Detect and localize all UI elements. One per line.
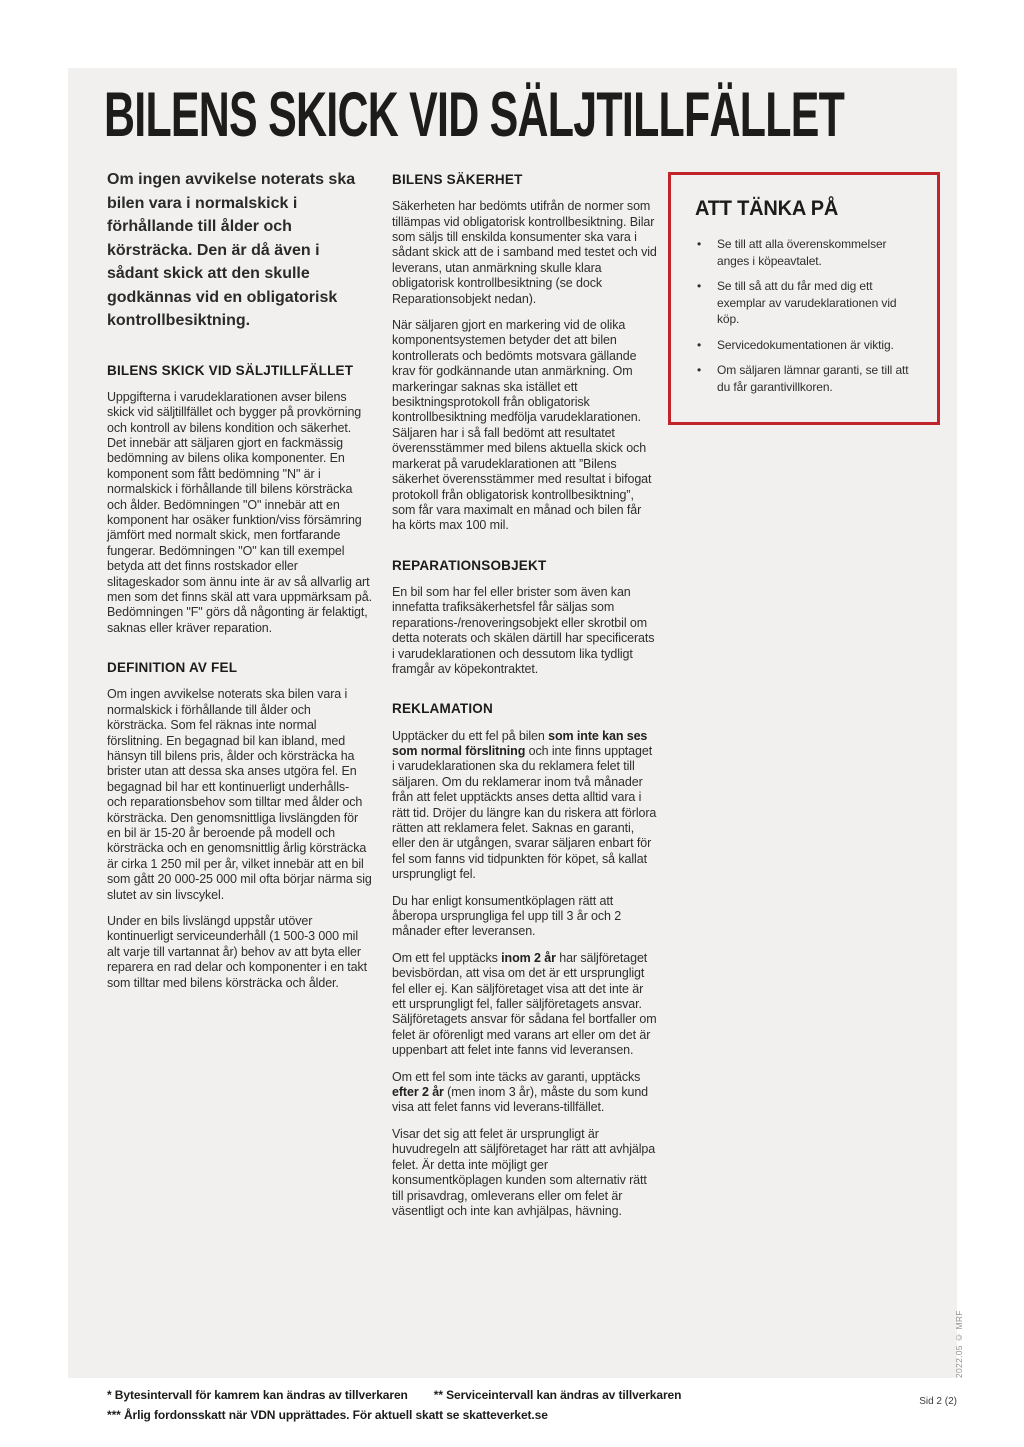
page-title: BILENS SKICK VID SÄLJTILLFÄLLET <box>104 79 845 150</box>
bullet-icon: • <box>697 337 702 352</box>
text-segment: (men inom 3 år), måste du som kund visa att felet fanns vid leverans-tillfället. <box>392 1085 649 1115</box>
reklamation-paragraph-1 <box>392 729 657 883</box>
footnote-line-2 <box>107 1405 857 1425</box>
list-item-text: Om säljaren lämnar garanti, se till att du får garantivillkoren. <box>717 363 909 394</box>
text-segment: har säljföretaget bevisbördan, att visa om det är ett ursprungligt fel eller ej. Kan säljföretaget visa att det inte är ett ursprungligt fel, faller säljföretagets ansvar. Säljföretagets ansvar för sådana fel bortfaller om felet är oförenligt med varans art eller om det är uppenbart att felet inte fanns vid leveransen. <box>392 950 657 1058</box>
list-item <box>695 362 913 395</box>
reklamation-paragraph-2: Du har enligt konsumentköplagen rätt att åberopa ursprungliga fel upp till 3 år och 2 månader efter leveransen. <box>392 893 622 939</box>
section-heading-reklamation: REKLAMATION <box>392 701 493 717</box>
list-item-text: Se till så att du får med dig ett exemplar av varudeklarationen vid köp. <box>717 279 897 326</box>
section-heading-skick: BILENS SKICK VID SÄLJTILLFÄLLET <box>107 362 354 378</box>
left-column <box>107 168 372 1002</box>
bold-text-segment: efter 2 år <box>392 1085 444 1100</box>
bullet-icon: • <box>697 363 702 377</box>
definition-paragraph-1: Om ingen avvikelse noterats ska bilen vara i normalskick i förhållande till ålder och körsträcka. Som fel räknas inte normal förslitning. En begagnad bil kan ibland, med hänsyn till bilens pris, ålder och körsträcka ha brister utan att dessa ska anses utgöra fel. En begagnad bil har ett kontinuerligt underhålls- och reparationsbehov som tilltar med ålder och körsträcka. Den genomsnittliga livslängden för en bil är 15-20 år beroende på modell och körsträcka och en genomsnittlig årlig körsträcka är cirka 1 250 mil per år, vilket innebär att en bil som gått 20 000-25 000 mil ofta börjar närma sig slutet av sin livscykel. <box>107 687 372 902</box>
text-segment: och inte finns upptaget i varudeklarationen ska du reklamera felet till säljaren. Om du reklamerar inom två månader från att felet upptäckts anses detta alltid vara i rätt tid. Dröjer du längre kan du riskera att förlora rätten att reklamera felet. Saknas en garanti, eller den är utgången, svarar säljaren enbart för fel som fanns vid tidpunkten för köpet, så kallat ursprungligt fel. <box>392 743 657 882</box>
page-number: Sid 2 (2) <box>919 1396 957 1407</box>
reklamation-paragraph-4 <box>392 1070 657 1116</box>
definition-paragraph-2: Under en bils livslängd uppstår utöver kontinuerligt serviceunderhåll (1 500-3 000 mil alt varje till vartannat år) behov av att byta eller reparera en rad delar och komponenter i en takt som tilltar med bilens körsträcka och ålder. <box>107 914 368 990</box>
bold-text-segment: inom 2 år <box>501 950 556 965</box>
att-tanka-pa-callout-box <box>668 172 940 425</box>
list-item-text: Servicedokumentationen är viktig. <box>717 337 894 352</box>
list-item-text: Se till att alla överenskommelser anges i köpeavtalet. <box>717 237 887 268</box>
footnote-fordonsskatt: *** Årlig fordonsskatt när VDN upprättades. För aktuell skatt se skatteverket.se <box>107 1408 548 1422</box>
sakerhet-paragraph-2: När säljaren gjort en markering vid de olika komponentsystemen betyder det att bilen kontrollerats och bedömts motsvara gällande krav för godkännande utan anmärkning. Om markeringar saknas ska istället ett besiktningsprotokoll från obligatorisk kontrollbesiktning medfölja varudeklarationen. Säljaren har i så fall bedömt att resultatet överensstämmer med bilens aktuella skick och markerat på varudeklarationen att ”Bilens säkerhet överensstämmer med resultat i bifogat protokoll från obligatorisk kontrollbesiktning”, som får vara maximalt en månad och bilen får ha körts max 100 mil. <box>392 318 652 533</box>
bullet-icon: • <box>697 279 702 293</box>
intro-paragraph: Om ingen avvikelse noterats ska bilen vara i normalskick i förhållande till ålder och körsträcka. Den är då även i sådant skick att den skulle godkännas vid en obligatorisk kontrollbesiktning. <box>107 171 356 329</box>
reklamation-paragraph-5: Visar det sig att felet är ursprungligt är huvudregeln att säljföretaget har rätt att avhjälpa felet. Är detta inte möjligt ger konsumentköplagen kunden som alternativ rätt till prisavdrag, omleverans eller om felet är väsentligt och inte kan avhjälpas, hävning. <box>392 1126 656 1218</box>
list-item <box>695 236 913 269</box>
list-item <box>695 337 913 354</box>
middle-column <box>392 168 657 1230</box>
footnote-serviceintervall: ** Serviceintervall kan ändras av tillverkaren <box>433 1388 682 1402</box>
section-heading-bilens-sakerhet: BILENS SÄKERHET <box>392 172 523 187</box>
text-segment: Om ett fel upptäcks <box>392 950 502 965</box>
section-heading-reparationsobjekt: REPARATIONSOBJEKT <box>392 557 547 573</box>
text-segment: Upptäcker du ett fel på bilen <box>392 728 549 743</box>
reklamation-paragraph-3 <box>392 951 657 1059</box>
edition-credit: 2022.05 © MRF <box>954 1310 964 1378</box>
sakerhet-paragraph-1: Säkerheten har bedömts utifrån de normer som tillämpas vid obligatorisk kontrollbesiktning. Bilar som säljs till enskilda konsumenter ska vara i sådant skick att de i samband med testet och vid leverans, utan anmärkning skulle klara obligatorisk kontrollbesiktning (se dock Reparationsobjekt nedan). <box>392 199 657 306</box>
bullet-icon: • <box>697 237 702 251</box>
footnote-kamrem: * Bytesintervall för kamrem kan ändras av tillverkaren <box>107 1388 408 1402</box>
list-item <box>695 278 913 328</box>
callout-heading: ATT TÄNKA PÅ <box>695 197 839 221</box>
skick-paragraph: Uppgifterna i varudeklarationen avser bilens skick vid säljtillfället och bygger på provkörning och kontroll av bilens kondition och säkerhet. Det innebär att säljaren gjort en fackmässig bedömning av bilens olika komponenter. En komponent som fått bedömning "N" är i normalskick i förhållande till bilens körsträcka och ålder. Bedömningen "O" innebär att en komponent har osäker funktion/viss försämring jämfört med normalt skick, men fortfarande fungerar. Bedömningen "O" kan till exempel betyda att det finns rostskador eller slitageskador som ännu inte är av så allvarlig art men som det finns skäl att vara uppmärksam på. Bedömningen "F" görs då någonting är felaktigt, saknas eller kräver reparation. <box>107 389 372 635</box>
section-heading-definition-av-fel: DEFINITION AV FEL <box>107 660 238 676</box>
reparationsobjekt-paragraph: En bil som har fel eller brister som även kan innefatta trafiksäkerhetsfel får säljas som reparations-/renoveringsobjekt eller skrotbil om detta noterats och skälen därtill har specificerats i varudeklarationen och dessutom lika tydligt framgår av köpekontraktet. <box>392 584 655 676</box>
footnotes <box>107 1385 857 1425</box>
bold-text-segment: som inte kan ses som normal förslitning <box>392 728 648 758</box>
text-segment: Om ett fel som inte täcks av garanti, upptäcks <box>392 1069 641 1084</box>
footnote-line-1 <box>107 1385 857 1405</box>
